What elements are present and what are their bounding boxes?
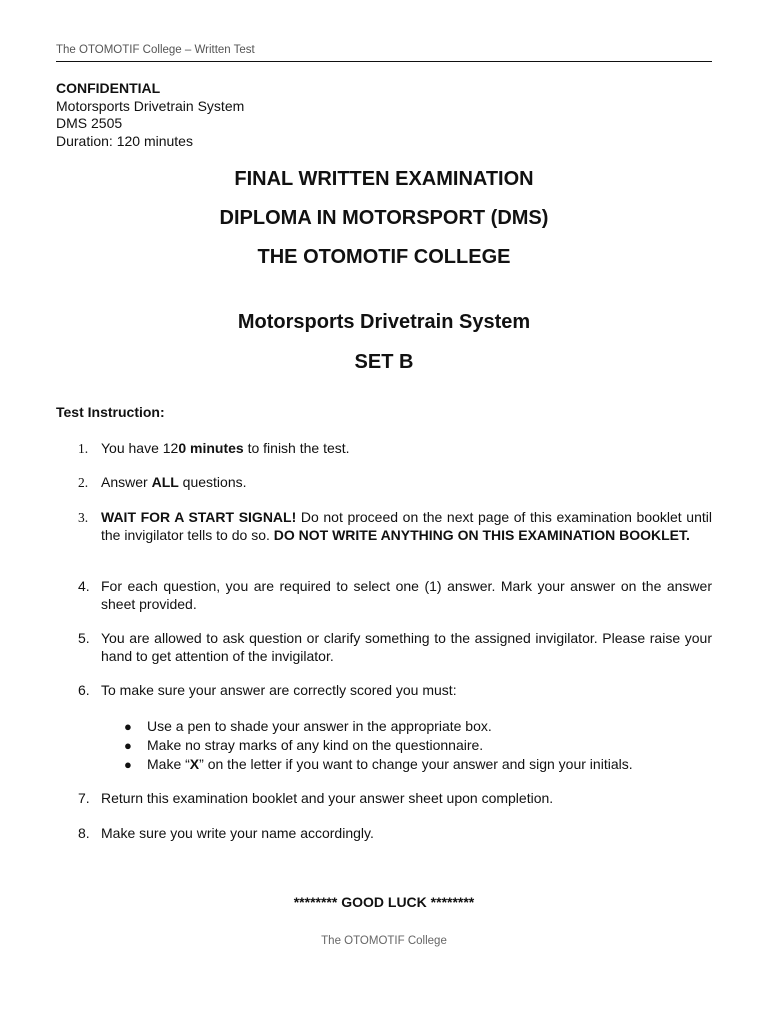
- item-text: To make sure your answer are correctly scored you must:: [101, 682, 457, 698]
- item-emphasis: DO NOT WRITE ANYTHING ON THIS EXAMINATION BOOKLET.: [273, 526, 690, 543]
- bullet-text: ” on the letter if you want to change your answer and sign your initials.: [199, 756, 633, 772]
- instruction-item: [56, 790, 712, 808]
- item-emphasis: WAIT FOR A START SIGNAL!: [101, 509, 297, 525]
- instruction-item: [56, 630, 712, 665]
- good-luck-line: [56, 894, 712, 910]
- item-number: 5.: [78, 630, 90, 646]
- item-text: to finish the test.: [243, 440, 350, 456]
- course-code: DMS 2505: [56, 115, 123, 131]
- college-title: THE OTOMOTIF COLLEGE: [257, 246, 511, 268]
- item-emphasis: 0 minutes: [178, 440, 244, 456]
- item-text: Make sure you write your name accordingly.: [101, 825, 374, 841]
- instruction-item: [56, 440, 712, 458]
- bullet-dot-icon: ●: [124, 719, 132, 734]
- item-number: 4.: [78, 578, 90, 594]
- item-number: 3.: [78, 510, 89, 525]
- instruction-item: [56, 825, 712, 843]
- bullet-emphasis: X: [189, 756, 200, 772]
- bullet-dot-icon: ●: [124, 757, 132, 772]
- exam-duration: Duration: 120 minutes: [56, 132, 193, 149]
- header-rule: [56, 61, 712, 62]
- confidential-label: CONFIDENTIAL: [56, 80, 161, 96]
- bullet-text: Use a pen to shade your answer in the appropriate box.: [147, 718, 492, 734]
- bullet-dot-icon: ●: [124, 738, 132, 753]
- instructions-heading: Test Instruction:: [56, 404, 165, 420]
- stars-left: ********: [293, 894, 338, 910]
- instruction-item: [56, 578, 712, 613]
- item-number: 7.: [78, 790, 90, 806]
- course-name: Motorsports Drivetrain System: [56, 97, 245, 114]
- exam-meta-block: [56, 80, 244, 150]
- running-header: The OTOMOTIF College – Written Test: [56, 44, 255, 56]
- bullet-list: [56, 717, 712, 774]
- bullet-text: Make “: [147, 756, 190, 772]
- exam-title: FINAL WRITTEN EXAMINATION: [234, 168, 534, 190]
- set-label: SET B: [354, 351, 414, 373]
- instruction-item: [56, 474, 712, 492]
- item-text: Answer: [101, 474, 152, 490]
- good-luck-text: GOOD LUCK: [337, 894, 431, 910]
- item-number: 8.: [78, 825, 90, 841]
- page-footer: The OTOMOTIF College: [321, 935, 447, 947]
- item-number: 2.: [78, 475, 89, 490]
- instruction-item: [56, 682, 712, 700]
- subject-title: Motorsports Drivetrain System: [237, 311, 531, 333]
- item-number: 1.: [78, 441, 89, 456]
- diploma-title: DIPLOMA IN MOTORSPORT (DMS): [219, 207, 549, 229]
- bullet-item: [56, 736, 712, 755]
- item-text: Do not proceed on the next page of this examination booklet until the invigilator tells to do so.: [101, 509, 712, 543]
- bullet-item: [56, 717, 712, 736]
- item-number: 6.: [78, 682, 90, 698]
- instruction-item: [56, 509, 712, 544]
- bullet-item: [56, 755, 712, 774]
- item-text: You have 12: [101, 440, 179, 456]
- bullet-text: Make no stray marks of any kind on the questionnaire.: [147, 737, 484, 753]
- item-emphasis: ALL: [151, 474, 179, 490]
- item-text: questions.: [178, 474, 247, 490]
- item-text: Return this examination booklet and your answer sheet upon completion.: [101, 790, 554, 806]
- item-text: You are allowed to ask question or clarify something to the assigned invigilator. Please raise your hand to get attention of the invigilator.: [101, 630, 712, 664]
- item-text: For each question, you are required to select one (1) answer. Mark your answer on the answer sheet provided.: [101, 578, 712, 612]
- stars-right: ********: [430, 894, 475, 910]
